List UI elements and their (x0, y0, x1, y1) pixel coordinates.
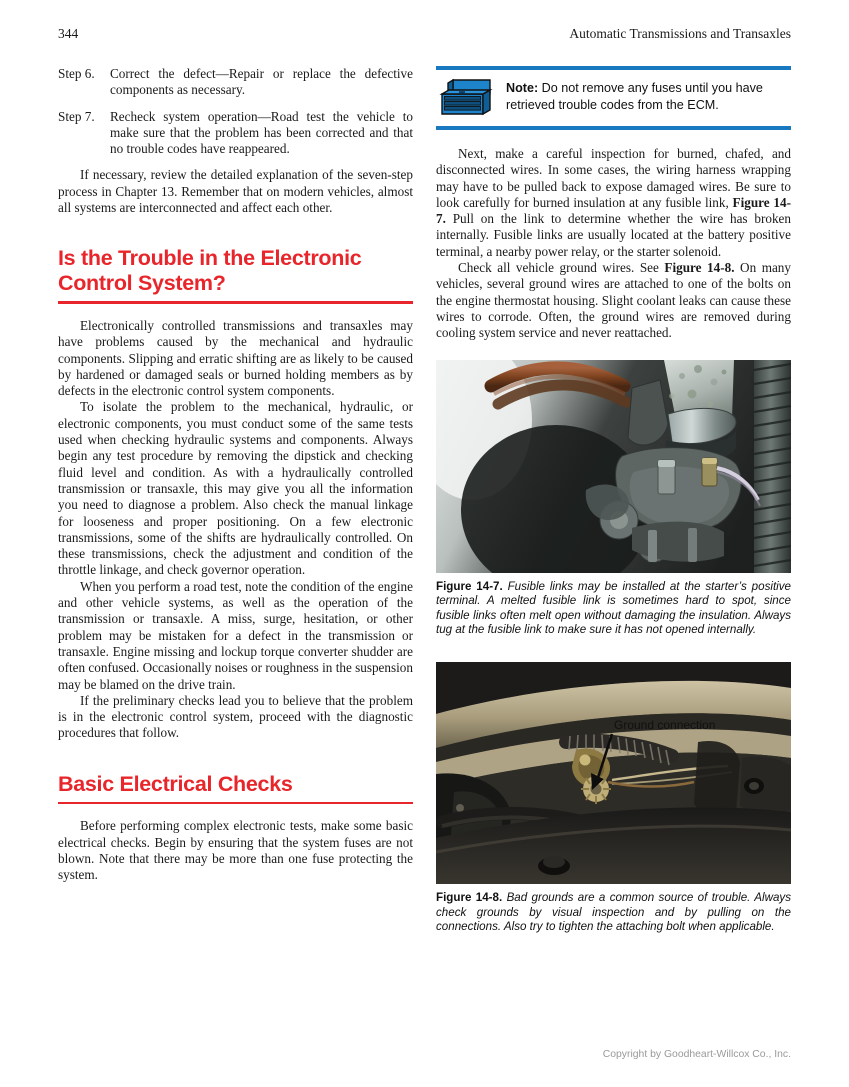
step-item (58, 109, 413, 158)
page-number: 344 (58, 26, 79, 41)
photo-callout-ground-connection: Ground connection (614, 717, 716, 732)
vertical-space (436, 644, 791, 662)
step-label: Step 6. (58, 66, 95, 81)
caption-text: Fusible links may be installed at the starter’s positive terminal. A melted fusible link is sometimes hard to spot, since fusible links often melt open without damaging the insulation. Always tug at the fusible link to make sure it has not opened internally. (436, 579, 791, 637)
section-rule (58, 802, 413, 805)
paragraph: Before performing complex electronic tests, make some basic electrical checks. Begin by ensuring that the system fuses are not blown. Note that there may be more than one fuse protecting the system. (58, 818, 413, 883)
paragraph: If necessary, review the detailed explanation of the seven-step process in Chapter 13. Remember that on modern vehicles, almost all systems are interconnected and affect each other. (58, 167, 413, 216)
section-heading-electronic-control: Is the Trouble in the Electronic Control System? (58, 246, 362, 296)
copyright-footer: Copyright by Goodheart-Willcox Co., Inc. (602, 1049, 791, 1060)
starter-solenoid-photo (436, 360, 791, 573)
paragraph: If the preliminary checks lead you to believe that the problem is in the electronic control system, proceed with the diagnostic procedures that follow. (58, 692, 413, 741)
caption-label: Figure 14-7. (436, 579, 503, 593)
section-rule (58, 301, 413, 304)
figure-14-7 (436, 360, 791, 638)
paragraph (436, 260, 791, 341)
paragraph-part: Next, make a careful inspection for burned, chafed, and disconnected wires. In some cases, the wiring harness wrapping may have to be pulled back to expose damaged wires. Be sure to look carefully for burned insulation at any fusible link, (436, 146, 791, 210)
running-head (58, 26, 791, 46)
figure-caption (436, 891, 791, 935)
figure-caption (436, 580, 791, 638)
right-column (436, 66, 791, 941)
vertical-space (58, 742, 413, 772)
figure-14-8 (436, 662, 791, 935)
note-body (436, 70, 791, 126)
figure-reference: Figure 14-8. (664, 260, 735, 276)
note-box (436, 66, 791, 130)
section-heading-basic-electrical-checks: Basic Electrical Checks (58, 771, 293, 796)
paragraph-part: Pull on the link to determine whether the wire has broken internally. Fusible links are usually located at the battery positive terminal, a nearby power relay, or the starter solenoid. (436, 211, 791, 259)
vertical-space (58, 216, 413, 246)
paragraph-part: On many vehicles, several ground wires are attached to one of the bolts on the engine thermostat housing. Slight coolant leaks can cause these wires to corrode. Often, the ground wires are removed during cooling system service and never reattached. (436, 260, 791, 341)
figure-reference: Figure 14-7. (436, 194, 791, 227)
step-text: Correct the defect—Repair or replace the defective components as necessary. (110, 66, 413, 98)
note-text (506, 77, 789, 113)
paragraph: When you perform a road test, note the condition of the engine and other vehicle systems, as well as the operation of the transmission or transaxle. A miss, surge, hesitation, or other problem may be mistaken for a defect in the transmission or transaxle. Engine missing and lockup torque converter shudder are often confused. Occasionally noises or roughness in the suspension may be blamed on the drive train. (58, 578, 413, 692)
paragraph: Electronically controlled transmissions and transaxles may have problems caused by the mechanical and hydraulic components. Slipping and erratic shifting are as likely to be caused by hardened or damaged seals or burned holding members as by defects in the electronic control system components. (58, 317, 413, 399)
caption-text: Bad grounds are a common source of trouble. Always check grounds by visual inspection and by pulling on the connections. Also try to tighten the attaching bolt when applicable. (436, 890, 792, 934)
paragraph (436, 146, 791, 260)
left-column (58, 66, 413, 883)
paragraph-part: Check all vehicle ground wires. See (458, 260, 665, 276)
paragraph: To isolate the problem to the mechanical, hydraulic, or electronic components, you must conduct some of the same tests used when checking hydraulic systems and components. Always begin any test procedure by removing the dipstick and checking fluid level and condition. As with a hydraulically controlled transmission or transaxle, this may give you all the information you need to diagnose a problem. Also check the manual linkage for looseness and proper positioning. On a few electronic transmissions, some of the shifts are hydraulically controlled. On these transmissions, check the adjustment and condition of the throttle linkage, and check governor operation. (58, 399, 413, 578)
step-label: Step 7. (58, 108, 95, 124)
step-text: Recheck system operation—Road test the vehicle to make sure that the problem has been corrected and that no trouble codes have reappeared. (110, 108, 413, 157)
vertical-space (436, 342, 791, 360)
book-title: Automatic Transmissions and Transaxles (569, 26, 791, 41)
step-item (58, 66, 413, 99)
toolbox-icon (438, 77, 494, 119)
vehicle-undercarriage-ground-photo (436, 662, 791, 884)
caption-label: Figure 14-8. (436, 890, 503, 904)
note-label: Note: (506, 81, 539, 95)
note-message: Do not remove any fuses until you have retrieved trouble codes from the ECM. (506, 81, 763, 112)
note-bottom-rule (436, 126, 791, 130)
